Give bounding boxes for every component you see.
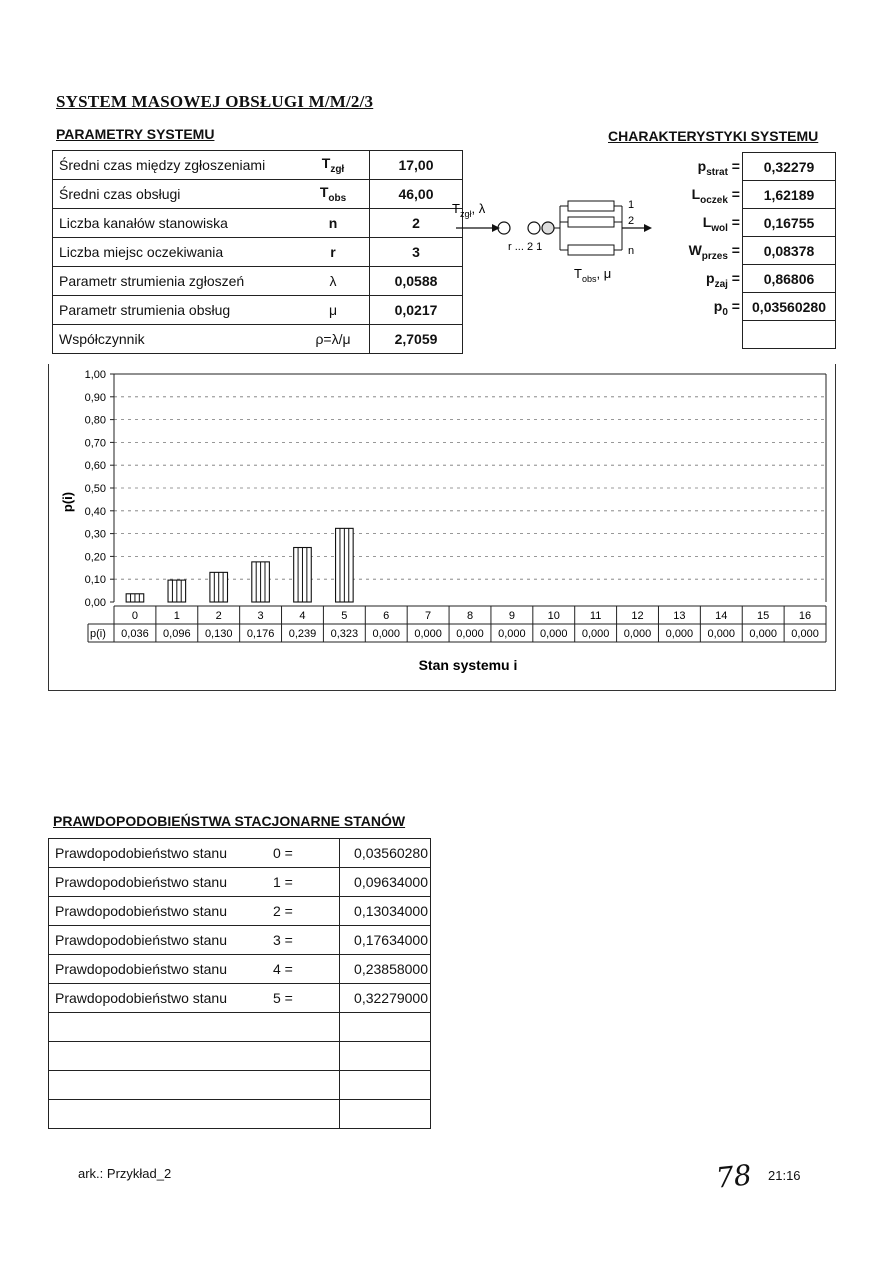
- char-value: 0,86806: [743, 265, 836, 293]
- param-label: Współczynnik: [53, 325, 298, 354]
- param-symbol-text: λ: [329, 273, 337, 289]
- channel-label: 1: [628, 199, 635, 211]
- param-symbol: [297, 151, 370, 180]
- value-label: 0,036: [121, 628, 149, 640]
- probs-heading: PRAWDOPODOBIEŃSTWA STACJONARNE STANÓW: [53, 813, 406, 829]
- y-tick-label: 0,60: [84, 460, 106, 473]
- char-value: 0,32279: [743, 153, 836, 181]
- prob-idx: 2 =: [269, 897, 340, 926]
- prob-idx: 1 =: [269, 868, 340, 897]
- value-label: 0,000: [539, 628, 568, 640]
- param-symbol: [297, 267, 370, 296]
- param-row: [53, 296, 463, 325]
- chars-labels: [640, 152, 740, 362]
- char-symbol: L: [691, 186, 701, 202]
- value-label: 0,239: [288, 628, 317, 640]
- char-sub: zaj: [714, 278, 728, 290]
- category-label: 5: [341, 610, 348, 622]
- handwritten-number: 78: [714, 1158, 754, 1195]
- category-label: 7: [425, 610, 432, 622]
- prob-row: [49, 1042, 431, 1071]
- prob-value: 0,23858000: [340, 955, 431, 984]
- param-value: 0,0588: [370, 267, 463, 296]
- param-symbol-text: T: [321, 155, 331, 172]
- value-label: 0,000: [456, 628, 484, 640]
- param-label: Średni czas obsługi: [53, 180, 298, 209]
- prob-idx: 3 =: [269, 926, 340, 955]
- prob-value: 0,17634000: [340, 926, 431, 955]
- char-symbol: p: [697, 158, 707, 174]
- param-symbol: [297, 238, 370, 267]
- prob-label: Prawdopodobieństwo stanu: [49, 955, 270, 984]
- prob-row: [49, 984, 431, 1013]
- prob-row: [49, 868, 431, 897]
- param-symbol-text: T: [319, 184, 329, 201]
- prob-row: [49, 955, 431, 984]
- param-symbol-text: μ: [328, 302, 338, 318]
- prob-value: [340, 1013, 431, 1042]
- y-tick-label: 1,00: [84, 369, 106, 381]
- prob-value: [340, 1042, 431, 1071]
- row-label: p(i): [90, 628, 106, 640]
- prob-row: [49, 897, 431, 926]
- probability-chart: [48, 364, 834, 690]
- category-label: 15: [757, 610, 770, 622]
- channel-label: 2: [628, 215, 635, 227]
- char-row: [743, 209, 836, 237]
- value-label: 0,000: [791, 628, 819, 640]
- param-symbol-text: n: [328, 215, 338, 231]
- y-tick-label: 0,10: [84, 574, 106, 587]
- prob-value: [340, 1071, 431, 1100]
- y-tick-label: 0,80: [84, 414, 106, 427]
- category-label: 2: [215, 610, 222, 622]
- prob-label: Prawdopodobieństwo stanu: [49, 839, 270, 868]
- prob-row: [49, 839, 431, 868]
- char-symbol: p: [713, 298, 723, 314]
- prob-value: [340, 1100, 431, 1129]
- chars-table: [742, 152, 836, 349]
- channel-box: [568, 201, 614, 211]
- param-value: 3: [370, 238, 463, 267]
- value-label: 0,000: [414, 628, 442, 640]
- y-axis-label: p(i): [60, 491, 75, 513]
- y-tick-label: 0,90: [84, 391, 106, 404]
- char-value: 0,03560280: [743, 293, 836, 321]
- param-value: 17,00: [370, 151, 463, 180]
- value-label: 0,096: [163, 628, 191, 640]
- chars-heading: CHARAKTERYSTYKI SYSTEMU: [608, 128, 819, 144]
- param-symbol-sub: obs: [328, 192, 347, 204]
- char-row: [743, 293, 836, 321]
- param-label: Liczba miejsc oczekiwania: [53, 238, 298, 267]
- char-value: [743, 321, 836, 349]
- char-sub: przes: [701, 250, 728, 262]
- equals-sign: =: [727, 298, 740, 314]
- param-symbol: [297, 296, 370, 325]
- param-symbol: [297, 325, 370, 354]
- value-label: 0,000: [623, 628, 652, 640]
- category-label: 6: [383, 610, 390, 622]
- char-row: [743, 265, 836, 293]
- output-label: $T_{obs}$, μ: [574, 266, 612, 284]
- sheet-name: ark.: Przykład_2: [78, 1166, 172, 1181]
- prob-row: [49, 1071, 431, 1100]
- char-sub: strat: [706, 166, 728, 178]
- y-tick-label: 0,00: [84, 597, 106, 609]
- equals-sign: =: [727, 270, 740, 286]
- params-table: [52, 150, 463, 354]
- param-value: 0,0217: [370, 296, 463, 325]
- char-label: [706, 270, 740, 290]
- probs-table: [48, 838, 431, 1129]
- y-tick-label: 0,20: [84, 551, 106, 564]
- param-label: Parametr strumienia obsług: [53, 296, 298, 325]
- param-row: [53, 238, 463, 267]
- prob-label: Prawdopodobieństwo stanu: [49, 897, 270, 926]
- value-label: 0,130: [204, 628, 233, 640]
- category-label: 9: [508, 610, 515, 622]
- prob-idx: [269, 1042, 340, 1071]
- param-label: Parametr strumienia zgłoszeń: [53, 267, 298, 296]
- category-label: 10: [547, 610, 560, 622]
- equals-sign: =: [727, 214, 740, 230]
- page-title: SYSTEM MASOWEJ OBSŁUGI M/M/2/3: [56, 92, 374, 111]
- category-label: 0: [131, 610, 139, 622]
- queue-diagram: [448, 188, 658, 288]
- category-label: 14: [715, 610, 728, 622]
- value-label: 0,000: [749, 628, 777, 640]
- param-symbol-text: r: [330, 244, 336, 260]
- x-axis-label: Stan systemu i: [418, 657, 518, 673]
- category-label: 11: [589, 610, 602, 622]
- channel-label: n: [628, 245, 635, 257]
- y-tick-label: 0,40: [84, 505, 106, 518]
- y-tick-label: 0,70: [84, 437, 106, 450]
- value-label: 0,000: [372, 628, 401, 640]
- category-label: 13: [673, 610, 686, 622]
- param-row: [53, 151, 463, 180]
- char-label: [703, 214, 740, 234]
- value-label: 0,000: [581, 628, 610, 640]
- category-label: 3: [257, 610, 264, 622]
- char-value: 0,08378: [743, 237, 836, 265]
- char-row: [743, 237, 836, 265]
- char-sub: oczek: [700, 194, 728, 206]
- char-sub: 0: [722, 306, 728, 318]
- prob-label: [49, 1100, 270, 1129]
- prob-value: 0,03560280: [340, 839, 431, 868]
- channel-box: [568, 245, 614, 255]
- prob-label: Prawdopodobieństwo stanu: [49, 926, 270, 955]
- equals-sign: =: [727, 242, 740, 258]
- queue-slot: [542, 222, 554, 234]
- category-label: 8: [466, 610, 474, 622]
- prob-label: Prawdopodobieństwo stanu: [49, 984, 270, 1013]
- param-label: Liczba kanałów stanowiska: [53, 209, 298, 238]
- prob-idx: 4 =: [269, 955, 340, 984]
- queue-slot: [528, 222, 540, 234]
- value-label: 0,000: [498, 628, 526, 640]
- prob-label: [49, 1071, 270, 1100]
- prob-label: [49, 1042, 270, 1071]
- category-label: 16: [798, 610, 812, 622]
- prob-row: [49, 926, 431, 955]
- param-row: [53, 209, 463, 238]
- param-value: 2: [370, 209, 463, 238]
- char-value: 0,16755: [743, 209, 836, 237]
- char-label: [698, 158, 740, 178]
- value-label: 0,000: [707, 628, 736, 640]
- char-sub: wol: [711, 222, 728, 234]
- params-heading: PARAMETRY SYSTEMU: [56, 126, 215, 142]
- char-row: [743, 321, 836, 349]
- prob-idx: [269, 1013, 340, 1042]
- char-symbol: L: [702, 214, 712, 230]
- param-symbol-text: ρ=λ/μ: [315, 331, 351, 347]
- value-label: 0,000: [665, 628, 694, 640]
- prob-idx: [269, 1100, 340, 1129]
- param-symbol-sub: zgł: [330, 163, 345, 175]
- prob-value: 0,32279000: [340, 984, 431, 1013]
- param-row: [53, 325, 463, 354]
- param-value: 2,7059: [370, 325, 463, 354]
- char-label: [689, 242, 740, 262]
- prob-row: [49, 1013, 431, 1042]
- prob-idx: [269, 1071, 340, 1100]
- category-label: 12: [631, 610, 644, 622]
- prob-label: [49, 1013, 270, 1042]
- char-value: 1,62189: [743, 181, 836, 209]
- value-label: 0,176: [246, 628, 275, 640]
- category-label: 4: [299, 610, 306, 622]
- char-label: [692, 186, 740, 206]
- equals-sign: =: [727, 186, 740, 202]
- prob-value: 0,09634000: [340, 868, 431, 897]
- char-row: [743, 153, 836, 181]
- y-tick-label: 0,30: [84, 528, 106, 541]
- param-symbol: [297, 209, 370, 238]
- prob-label: Prawdopodobieństwo stanu: [49, 868, 270, 897]
- prob-value: 0,13034000: [340, 897, 431, 926]
- param-row: [53, 180, 463, 209]
- prob-row: [49, 1100, 431, 1129]
- param-symbol: [297, 180, 370, 209]
- param-label: Średni czas między zgłoszeniami: [53, 151, 298, 180]
- char-row: [743, 181, 836, 209]
- param-value: 46,00: [370, 180, 463, 209]
- char-symbol: p: [706, 270, 715, 286]
- channel-box: [568, 217, 614, 227]
- category-label: 1: [173, 610, 180, 622]
- prob-idx: 0 =: [269, 839, 340, 868]
- prob-idx: 5 =: [269, 984, 340, 1013]
- timestamp: 21:16: [768, 1168, 801, 1183]
- input-label: $T_{zgł}$, λ: [452, 201, 486, 219]
- equals-sign: =: [727, 158, 740, 174]
- char-symbol: W: [688, 242, 702, 258]
- queue-label: r ... 2 1: [508, 241, 543, 253]
- y-tick-label: 0,50: [84, 483, 106, 495]
- char-label: [714, 298, 740, 318]
- param-row: [53, 267, 463, 296]
- value-label: 0,323: [330, 628, 359, 640]
